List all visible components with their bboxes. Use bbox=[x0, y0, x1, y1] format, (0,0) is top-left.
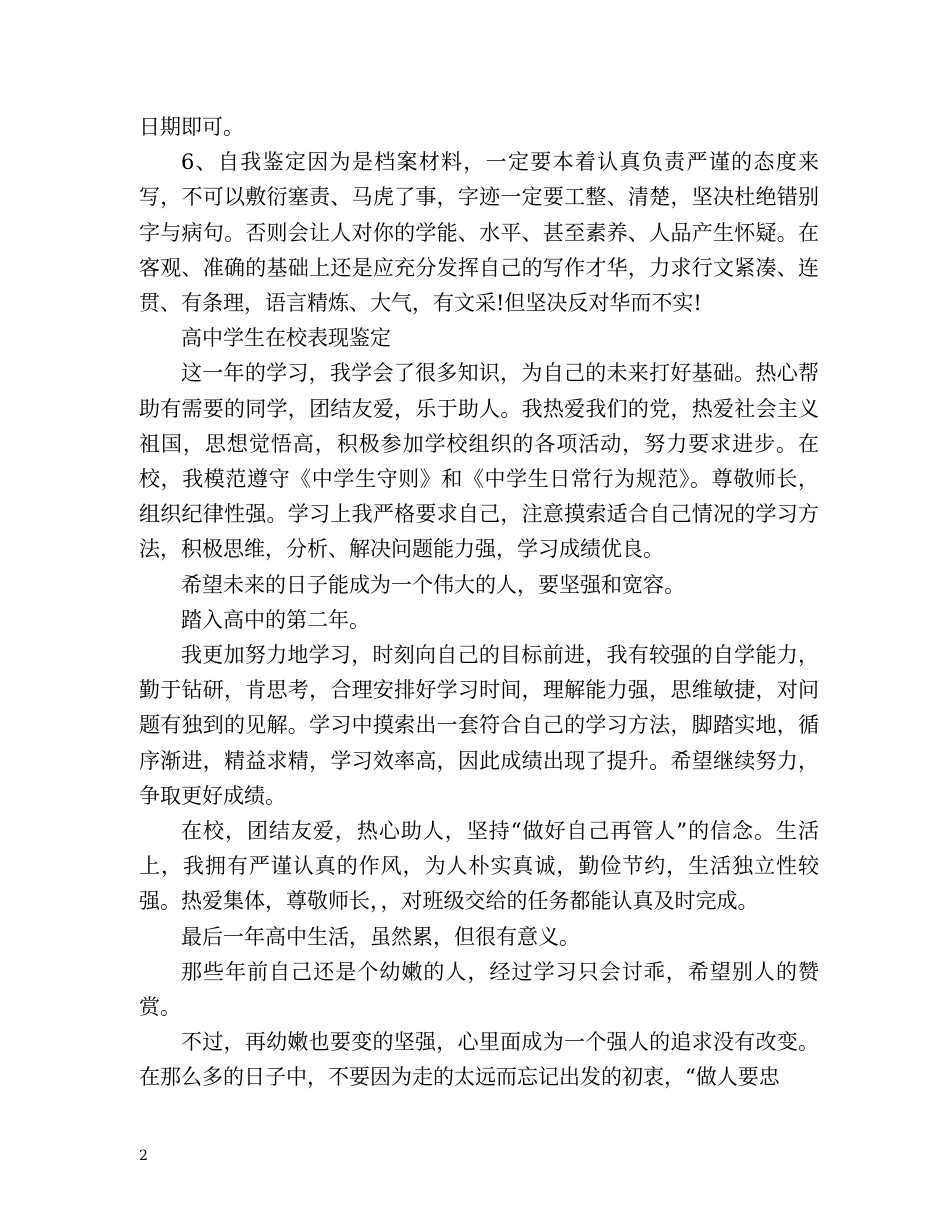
paragraph-5: 踏入高中的第二年。 bbox=[181, 607, 370, 632]
paragraph-2: 6、自我鉴定因为是档案材料，一定要本着认真负责严谨的态度来写，不可以敷衍塞责、马虎了事，字迹一定要工整、清楚，坚决杜绝错别字与病句。否则会让人对你的学能、水平、甚至素养、人品产生怀疑。在客观、准确的基础上还是应充分发挥自己的写作才华，力求行文紧凑、连贯、有条理，语言精炼、大气，有文采!但坚决反对华而不实! bbox=[139, 150, 819, 316]
paragraph-9: 那些年前自己还是个幼嫩的人，经过学习只会讨乖，希望别人的赞赏。 bbox=[139, 959, 819, 1020]
paragraph-4: 希望未来的日子能成为一个伟大的人，要坚强和宽容。 bbox=[181, 572, 685, 597]
section-heading: 高中学生在校表现鉴定 bbox=[181, 326, 391, 351]
paragraph-1: 日期即可。 bbox=[139, 115, 244, 139]
paragraph-10: 不过，再幼嫩也要变的坚强，心里面成为一个强人的追求没有改变。在那么多的日子中，不要因为走的太远而忘记出发的初衷，“做人要忠 bbox=[139, 1030, 819, 1090]
page-number: 2 bbox=[139, 1148, 148, 1164]
paragraph-8: 最后一年高中生活，虽然累，但很有意义。 bbox=[181, 924, 580, 949]
paragraph-7: 在校，团结友爱，热心助人，坚持“做好自己再管人”的信念。生活上，我拥有严谨认真的作风，为人朴实真诚，勤俭节约，生活独立性较强。热爱集体，尊敬师长，，对班级交给的任务都能认真及时完成。 bbox=[139, 819, 819, 914]
paragraph-3: 这一年的学习，我学会了很多知识，为自己的未来打好基础。热心帮助有需要的同学，团结友爱，乐于助人。我热爱我们的党，热爱社会主义祖国，思想觉悟高，积极参加学校组织的各项活动，努力要求进步。在校，我模范遵守《中学生守则》和《中学生日常行为规范》。尊敬师长，组织纪律性强。学习上我严格要求自己，注意摸索适合自己情况的学习方法，积极思维，分析、解决问题能力强，学习成绩优良。 bbox=[139, 361, 819, 562]
document-body bbox=[139, 110, 819, 1096]
paragraph-6: 我更加努力地学习，时刻向自己的目标前进，我有较强的自学能力，勤于钻研，肯思考，合理安排好学习时间，理解能力强，思维敏捷，对问题有独到的见解。学习中摸索出一套符合自己的学习方法，脚踏实地，循序渐进，精益求精，学习效率高，因此成绩出现了提升。希望继续努力，争取更好成绩。 bbox=[139, 643, 819, 808]
